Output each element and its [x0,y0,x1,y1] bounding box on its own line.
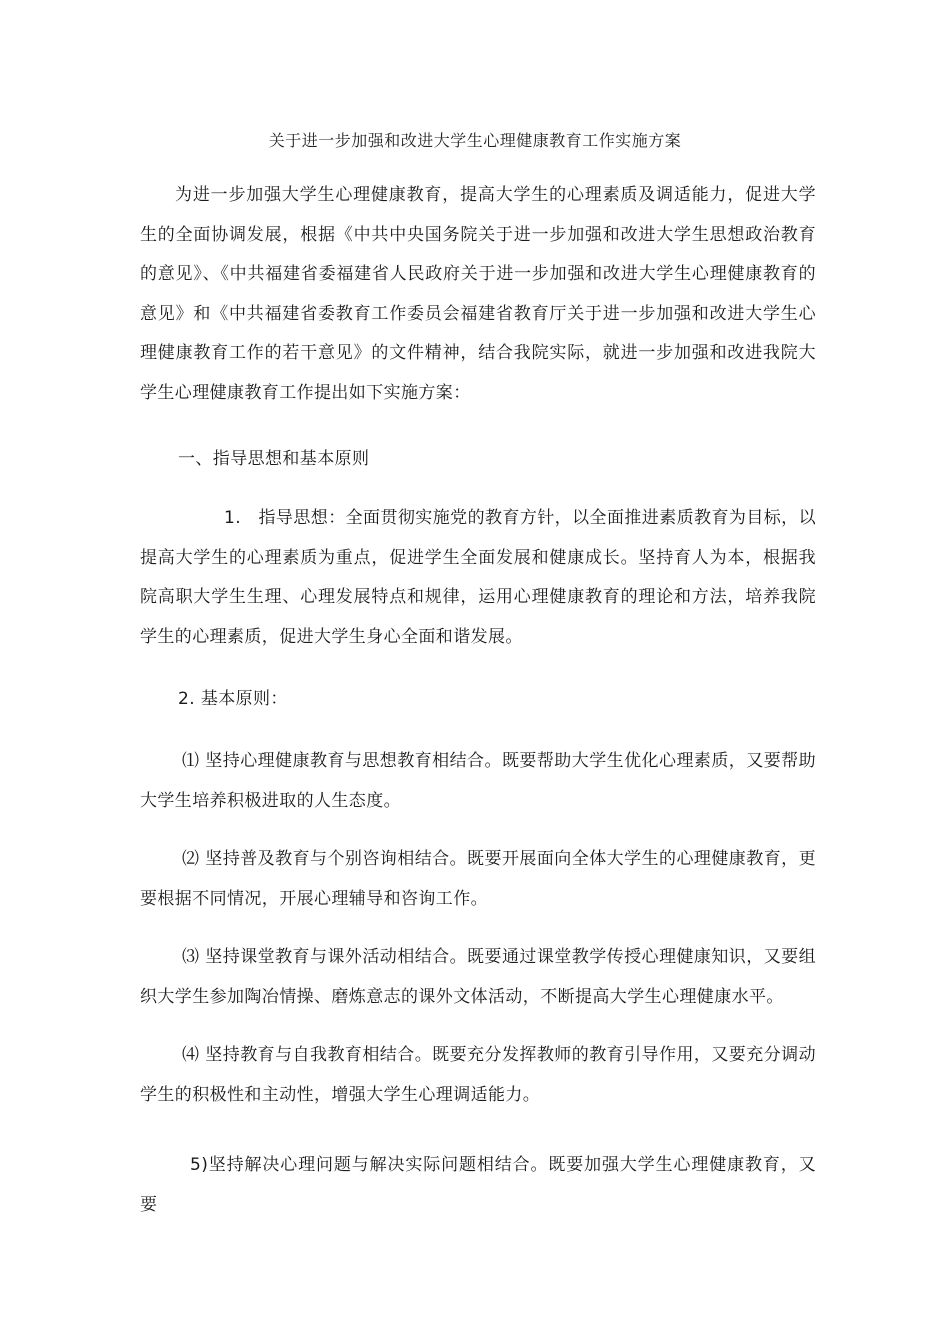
principle-4-paragraph: ⑷ 坚持教育与自我教育相结合。既要充分发挥教师的教育引导作用，又要充分调动学生的积极性和主动性，增强大学生心理调适能力。 [140,1045,816,1105]
section-heading-guiding-principles: 一、指导思想和基本原则 [178,449,370,469]
document-title: 关于进一步加强和改进大学生心理健康教育工作实施方案 [268,131,682,150]
principle-3-paragraph: ⑶ 坚持课堂教育与课外活动相结合。既要通过课堂教学传授心理健康知识，又要组织大学生参加陶冶情操、磨炼意志的课外文体活动，不断提高大学生心理健康水平。 [140,947,816,1007]
section-heading-basic-principles: 2. 基本原则： [178,689,288,709]
intro-paragraph: 为进一步加强大学生心理健康教育，提高大学生的心理素质及调适能力，促进大学生的全面协调发展，根据《中共中央国务院关于进一步加强和改进大学生思想政治教育的意见》、《中共福建省委福建省人民政府关于进一步加强和改进大学生心理健康教育的意见》和《中共福建省委教育工作委员会福建省教育厅关于进一步加强和改进大学生心理健康教育工作的若干意见》的文件精神，结合我院实际，就进一步加强和改进我院大学生心理健康教育工作提出如下实施方案： [140,185,816,403]
point-1-text: 指导思想：全面贯彻实施党的教育方针，以全面推进素质教育为目标，以提高大学生的心理素质为重点，促进学生全面发展和健康成长。坚持育人为本，根据我院高职大学生生理、心理发展特点和规律，运用心理健康教育的理论和方法，培养我院学生的心理素质，促进大学生身心全面和谐发展。 [140,508,816,647]
principle-1-paragraph: ⑴ 坚持心理健康教育与思想教育相结合。既要帮助大学生优化心理素质，又要帮助大学生培养积极进取的人生态度。 [140,751,816,811]
principle-2-paragraph: ⑵ 坚持普及教育与个别咨询相结合。既要开展面向全体大学生的心理健康教育，更要根据不同情况，开展心理辅导和咨询工作。 [140,849,816,909]
point-1-paragraph [140,499,816,657]
point-1-number: 1. [224,508,242,528]
principle-5-paragraph: 5)坚持解决心理问题与解决实际问题相结合。既要加强大学生心理健康教育，又要 [140,1155,816,1215]
